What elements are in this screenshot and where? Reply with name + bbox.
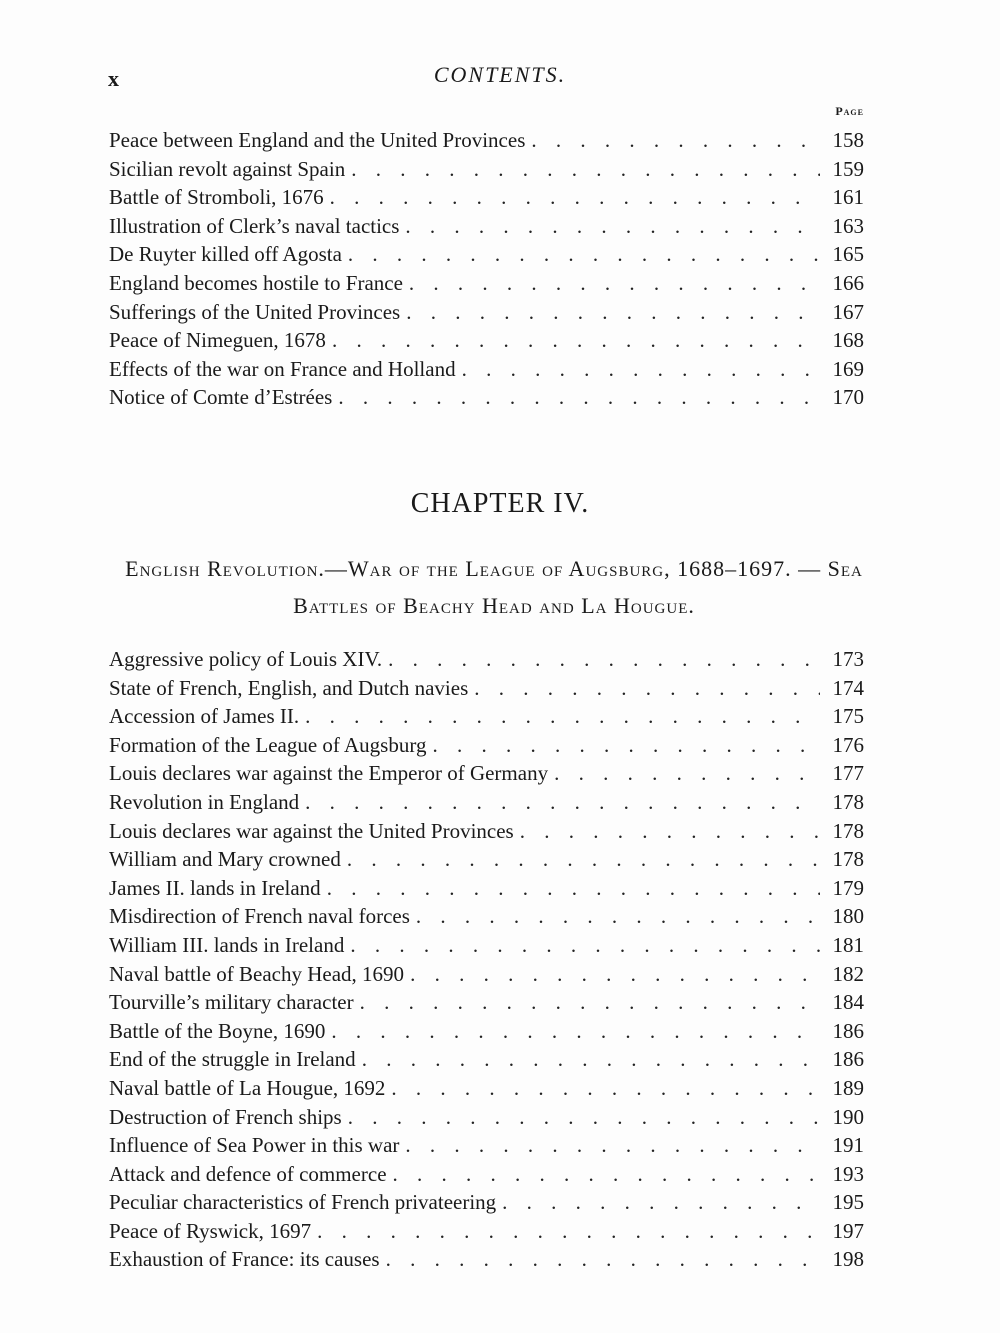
toc-entry (109, 1131, 864, 1160)
toc-entry-page: 173 (832, 647, 864, 671)
toc-entry (109, 1188, 864, 1217)
dot-leader (350, 931, 820, 960)
toc-entry-page: 159 (832, 156, 864, 181)
toc-entry (109, 674, 864, 703)
dot-leader (330, 183, 820, 212)
folio-number: x (108, 66, 119, 91)
dot-leader (462, 355, 820, 384)
dot-leader (405, 1131, 820, 1160)
toc-entry-title: Destruction of French ships (109, 1104, 342, 1129)
toc-entry (109, 702, 864, 731)
toc-entry-title: Influence of Sea Power in this war (109, 1133, 400, 1158)
toc-entry-title: Peace between England and the United Provinces (109, 128, 526, 152)
dot-leader (317, 1217, 820, 1246)
toc-entry-title: Formation of the League of Augsburg (109, 732, 427, 757)
dot-leader (432, 731, 820, 760)
toc-entry-title: End of the struggle in Ireland (109, 1047, 356, 1072)
toc-entry-page: 161 (832, 185, 864, 210)
toc-entry (109, 874, 864, 903)
toc-entry-page: 158 (832, 128, 864, 152)
toc-entry (109, 988, 864, 1017)
toc-entry (109, 931, 864, 960)
toc-entry-page: 168 (832, 328, 864, 353)
toc-entry (109, 960, 864, 989)
toc-entry-page: 193 (832, 1161, 864, 1186)
toc-entry (109, 1245, 864, 1274)
chapter-subtitle: English Revolution.—War of the League of Augsburg, 1688–1697. — Sea Battles of Beachy Head and La Hougue. (125, 556, 863, 618)
toc-entry-page: 177 (832, 761, 864, 786)
dot-leader (351, 155, 820, 184)
toc-entry-page: 163 (832, 213, 864, 238)
toc-entry-title: Sufferings of the United Provinces (109, 299, 401, 324)
dot-leader (502, 1188, 820, 1217)
toc-entry (109, 298, 864, 327)
toc-entry (109, 126, 864, 155)
dot-leader (331, 1017, 820, 1046)
toc-entry (109, 845, 864, 874)
toc-entry-title: Louis declares war against the United Provinces (109, 818, 514, 843)
dot-leader (362, 1045, 820, 1074)
toc-entry (109, 326, 864, 355)
toc-entry-title: Notice of Comte d’Estrées (109, 385, 333, 410)
dot-leader (406, 298, 820, 327)
dot-leader (332, 326, 820, 355)
toc-entry-title: Attack and defence of commerce (109, 1161, 387, 1186)
toc-entry-page: 178 (832, 847, 864, 872)
toc-entry-page: 186 (832, 1018, 864, 1043)
toc-entry (109, 269, 864, 298)
toc-entry-page: 197 (832, 1218, 864, 1243)
dot-leader (348, 240, 820, 269)
dot-leader (405, 212, 820, 241)
toc-entry-page: 174 (832, 675, 864, 700)
toc-entry (109, 1160, 864, 1189)
dot-leader (554, 759, 820, 788)
dot-leader (338, 383, 820, 412)
toc-entry-page: 191 (832, 1133, 864, 1158)
toc-entry-title: William and Mary crowned (109, 847, 341, 872)
toc-entry-page: 169 (832, 356, 864, 381)
toc-entry (109, 155, 864, 184)
toc-entry-page: 182 (832, 961, 864, 986)
toc-entry (109, 355, 864, 384)
dot-leader (391, 1074, 820, 1103)
toc-entry (109, 1017, 864, 1046)
toc-entry-page: 167 (832, 299, 864, 324)
dot-leader (474, 674, 820, 703)
dot-leader (347, 845, 820, 874)
toc-entry-page: 178 (832, 789, 864, 814)
toc-entry (109, 817, 864, 846)
chapter-heading: CHAPTER IV. (410, 488, 590, 519)
toc-entry-title: Illustration of Clerk’s naval tactics (109, 213, 400, 238)
dot-leader (386, 1245, 820, 1274)
dot-leader (410, 960, 820, 989)
toc-entry-title: Exhaustion of France: its causes (109, 1247, 380, 1272)
dot-leader (409, 269, 820, 298)
toc-entry-page: 180 (832, 904, 864, 929)
toc-entry (109, 212, 864, 241)
toc-entry-page: 178 (832, 818, 864, 843)
toc-entry-title: Peculiar characteristics of French privateering (109, 1190, 497, 1215)
toc-entry-page: 179 (832, 875, 864, 900)
dot-leader (360, 988, 820, 1017)
toc-entry (109, 645, 864, 674)
toc-entry-title: Naval battle of Beachy Head, 1690 (109, 961, 405, 986)
dot-leader (393, 1160, 820, 1189)
toc-entry-page: 166 (832, 270, 864, 295)
dot-leader (305, 788, 820, 817)
toc-entry-title: Peace of Ryswick, 1697 (109, 1218, 312, 1243)
dot-leader (388, 645, 820, 674)
toc-entry (109, 240, 864, 269)
toc-entry-title: Battle of the Boyne, 1690 (109, 1018, 326, 1043)
toc-entry (109, 1217, 864, 1246)
toc-entry-page: 184 (832, 990, 864, 1015)
toc-entry-title: Misdirection of French naval forces (109, 904, 410, 929)
toc-entry (109, 759, 864, 788)
toc-entry (109, 1103, 864, 1132)
toc-entry-page: 165 (832, 242, 864, 267)
toc-entry-page: 170 (832, 385, 864, 410)
toc-entry-title: Naval battle of La Hougue, 1692 (109, 1075, 386, 1100)
toc-entry (109, 383, 864, 412)
dot-leader (531, 126, 820, 155)
toc-entry-page: 198 (832, 1247, 864, 1272)
toc-entry-title: Peace of Nimeguen, 1678 (109, 328, 326, 353)
toc-entry-page: 186 (832, 1047, 864, 1072)
toc-entry-title: De Ruyter killed off Agosta (109, 242, 342, 267)
toc-entry-title: Revolution in England (109, 789, 300, 814)
toc-entry (109, 1045, 864, 1074)
contents-list-chapter-3 (109, 126, 864, 412)
running-title: CONTENTS. (433, 62, 567, 87)
toc-entry-page: 189 (832, 1075, 864, 1100)
toc-entry-page: 190 (832, 1104, 864, 1129)
dot-leader (416, 902, 820, 931)
toc-entry-page: 181 (832, 932, 864, 957)
toc-entry-title: Aggressive policy of Louis XIV. (109, 647, 383, 671)
toc-entry-title: State of French, English, and Dutch navies (109, 675, 469, 700)
toc-entry-page: 175 (832, 704, 864, 729)
dot-leader (348, 1103, 820, 1132)
toc-entry-page: 176 (832, 732, 864, 757)
dot-leader (305, 702, 820, 731)
toc-entry-title: Louis declares war against the Emperor of Germany (109, 761, 549, 786)
toc-entry (109, 1074, 864, 1103)
toc-entry-title: William III. lands in Ireland (109, 932, 345, 957)
toc-entry-title: James II. lands in Ireland (109, 875, 321, 900)
toc-entry-title: Effects of the war on France and Holland (109, 356, 456, 381)
toc-entry-title: Accession of James II. (109, 704, 300, 729)
toc-entry (109, 731, 864, 760)
toc-entry-title: Tourville’s military character (109, 990, 354, 1015)
toc-entry (109, 788, 864, 817)
contents-list-chapter-4 (109, 645, 864, 1274)
toc-entry (109, 183, 864, 212)
page-column-label: Page (835, 104, 864, 118)
toc-entry-title: England becomes hostile to France (109, 270, 403, 295)
toc-entry-page: 195 (832, 1190, 864, 1215)
toc-entry-title: Battle of Stromboli, 1676 (109, 185, 324, 210)
dot-leader (327, 874, 820, 903)
toc-entry-title: Sicilian revolt against Spain (109, 156, 346, 181)
toc-entry (109, 902, 864, 931)
dot-leader (520, 817, 820, 846)
